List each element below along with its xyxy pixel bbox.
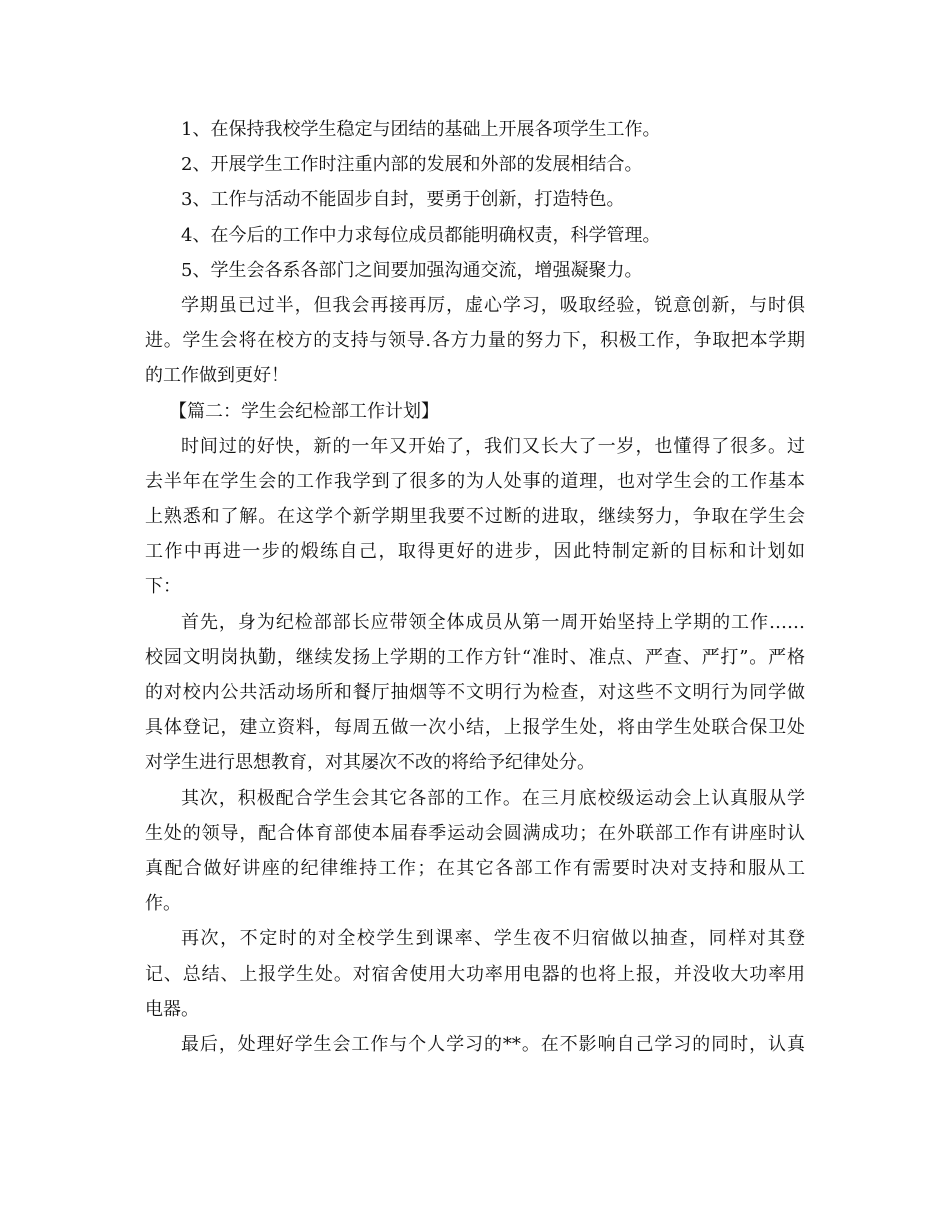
paragraph-line: 的对校内公共活动场所和餐厅抽烟等不文明行为检查，对这些不文明行为同学做 [145, 682, 805, 703]
paragraph-line: 具体登记，建立资料，每周五做一次小结，上报学生处，将由学生处联合保卫处 [145, 717, 805, 739]
paragraph-line: 的工作做到更好！ [145, 365, 289, 387]
list-item: 3、工作与活动不能固步自封，要勇于创新，打造特色。 [181, 189, 625, 211]
paragraph-line: 真配合做好讲座的纪律维持工作；在其它各部工作有需要时决对支持和服从工 [145, 857, 805, 879]
paragraph-line: 电器。 [145, 998, 199, 1020]
paragraph-line: 对学生进行思想教育，对其屡次不改的将给予纪律处分。 [145, 752, 595, 774]
paragraph-line: 最后，处理好学生会工作与个人学习的**。在不影响自己学习的同时，认真 [181, 1033, 805, 1055]
paragraph-line: 下： [145, 576, 181, 598]
paragraph-line: 上熟悉和了解。在这学个新学期里我要不过断的进取，继续努力，争取在学生会 [145, 506, 805, 528]
section-heading: 【篇二：学生会纪检部工作计划】 [169, 400, 439, 422]
document-body [145, 112, 805, 1062]
paragraph-line: 首先，身为纪检部部长应带领全体成员从第一周开始坚持上学期的工作…… [181, 611, 805, 633]
paragraph-line: 时间过的好快，新的一年又开始了，我们又长大了一岁，也懂得了很多。过 [181, 435, 805, 457]
paragraph-line: 记、总结、上报学生处。对宿舍使用大功率用电器的也将上报，并没收大功率用 [145, 963, 805, 985]
paragraph-line: 作。 [145, 893, 181, 915]
paragraph-line: 工作中再进一步的煅练自己，取得更好的进步，因此特制定新的目标和计划如 [145, 541, 805, 563]
paragraph-line: 其次，积极配合学生会其它各部的工作。在三月底校级运动会上认真服从学 [181, 787, 805, 809]
paragraph-line: 生处的领导，配合体育部使本届春季运动会圆满成功；在外联部工作有讲座时认 [145, 822, 805, 844]
paragraph-line: 校园文明岗执勤，继续发扬上学期的工作方针“准时、准点、严查、严打”。严格 [145, 646, 805, 668]
list-item: 5、学生会各系各部门之间要加强沟通交流，增强凝聚力。 [181, 259, 643, 281]
paragraph-line: 进。学生会将在校方的支持与领导.各方力量的努力下，积极工作，争取把本学期 [145, 330, 805, 352]
paragraph-line: 学期虽已过半，但我会再接再厉，虚心学习，吸取经验，锐意创新，与时俱 [181, 294, 805, 316]
paragraph-line: 去半年在学生会的工作我学到了很多的为人处事的道理，也对学生会的工作基本 [145, 470, 805, 492]
paragraph-line: 再次，不定时的对全校学生到课率、学生夜不归宿做以抽查，同样对其登 [181, 928, 805, 950]
list-item: 2、开展学生工作时注重内部的发展和外部的发展相结合。 [181, 154, 643, 176]
list-item: 4、在今后的工作中力求每位成员都能明确权责，科学管理。 [181, 224, 661, 246]
list-item: 1、在保持我校学生稳定与团结的基础上开展各项学生工作。 [181, 119, 661, 140]
